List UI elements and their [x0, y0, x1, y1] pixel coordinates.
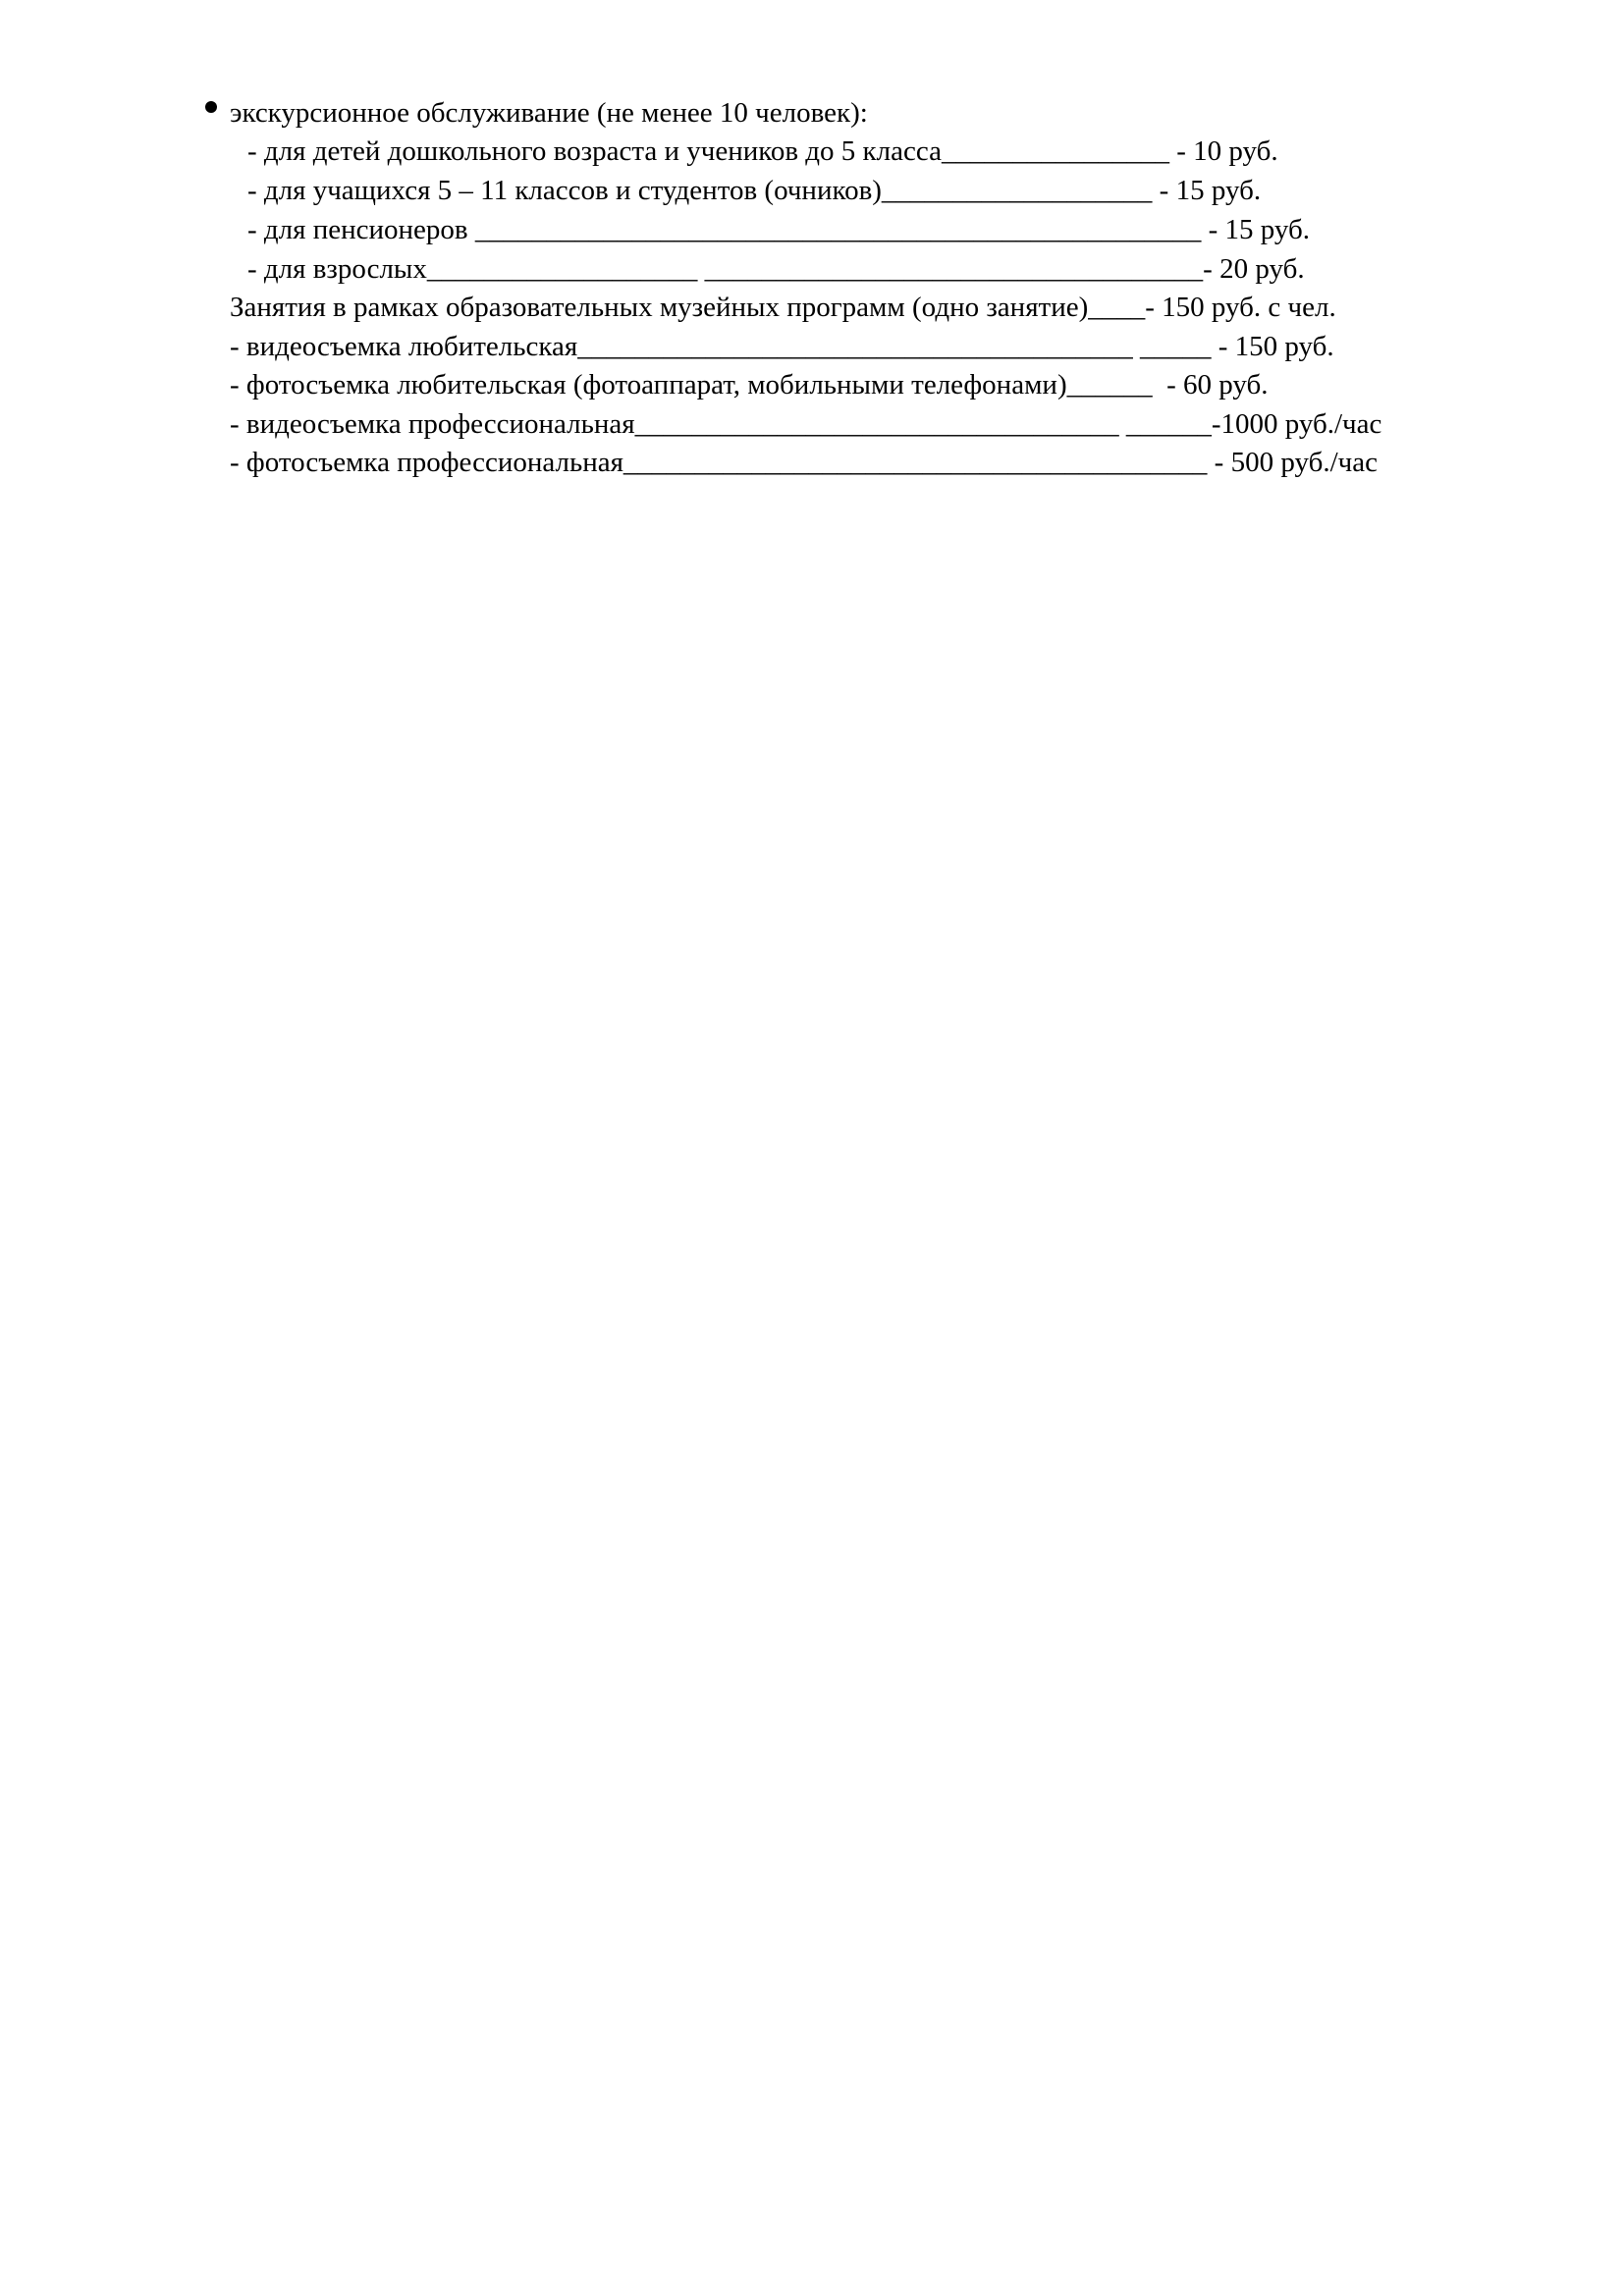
price-line: Занятия в рамках образовательных музейных программ (одно занятие)____- 150 руб. с чел. — [230, 292, 1336, 323]
list-heading: экскурсионное обслуживание (не менее 10 человек): — [230, 97, 868, 129]
price-line: - видеосъемка любительская_______________________________________ _____ - 150 руб. — [230, 331, 1334, 362]
price-line: - для пенсионеров ___________________________________________________ - 15 руб. — [247, 214, 1311, 245]
price-line: - для взрослых___________________ ___________________________________- 20 руб. — [247, 253, 1305, 285]
bullet-icon — [205, 101, 217, 113]
price-line: - фотосъемка любительская (фотоаппарат, мобильными телефонами)______ - 60 руб. — [230, 369, 1269, 400]
price-line: - видеосъемка профессиональная__________________________________ ______-1000 руб./час — [230, 408, 1382, 440]
price-line: - для детей дошкольного возраста и учеников до 5 класса________________ - 10 руб. — [247, 135, 1278, 167]
price-line: - для учащихся 5 – 11 классов и студентов (очников)___________________ - 15 руб. — [247, 175, 1262, 206]
price-line: - фотосъемка профессиональная_________________________________________ - 500 руб./час — [230, 447, 1378, 478]
